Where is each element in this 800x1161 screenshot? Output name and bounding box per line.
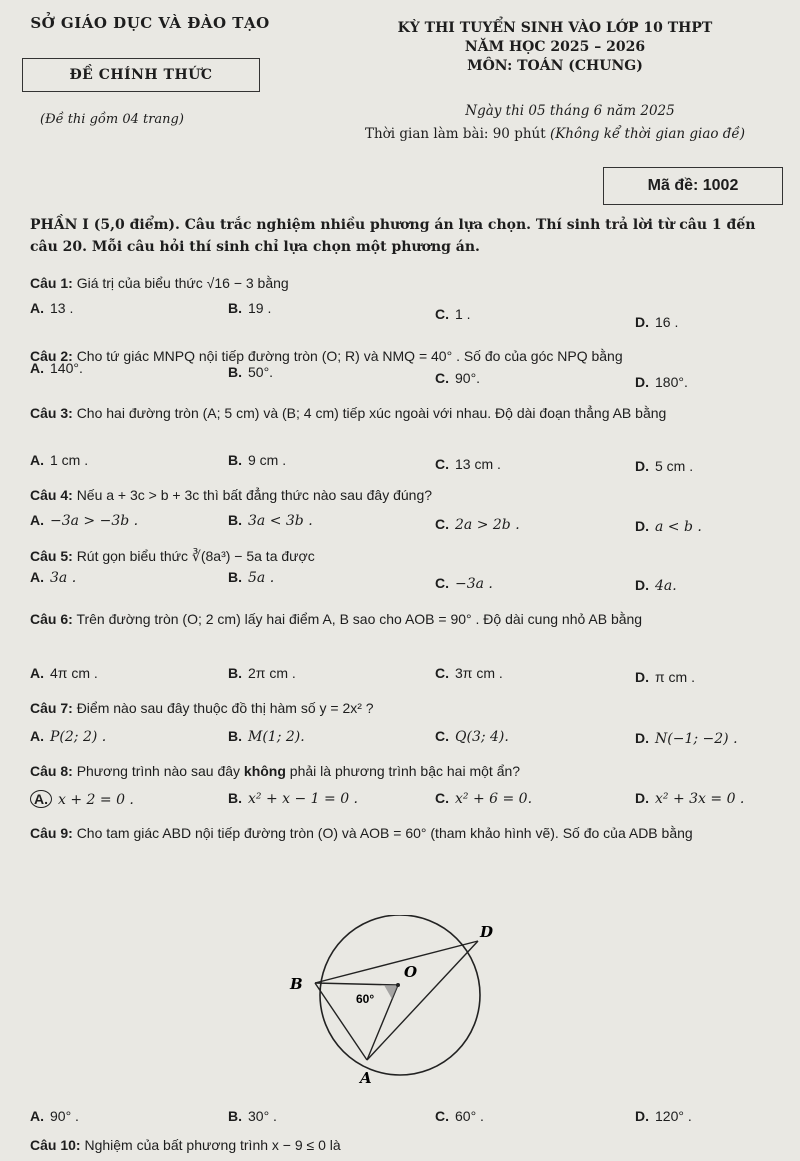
question-text: Trên đường tròn (O; 2 cm) lấy hai điểm A, B sao cho AOB = 90° . Độ dài cung nhỏ AB bằng [76, 611, 643, 627]
question-text: Điểm nào sau đây thuộc đồ thị hàm số y = 2x² ? [76, 700, 374, 716]
segment-bo [315, 983, 398, 985]
option-b[interactable]: B. 19 . [228, 300, 272, 316]
school-year: NĂM HỌC 2025 – 2026 [464, 39, 646, 55]
option-c[interactable]: C. x² + 6 = 0. [435, 790, 533, 807]
option-a[interactable]: A. 140°. [30, 360, 83, 376]
question-text: Rút gọn biểu thức ∛(8a³) − 5a ta được [76, 548, 315, 564]
time-line [330, 126, 780, 142]
option-b[interactable]: B. 50°. [228, 364, 274, 380]
question-text: Cho tứ giác MNPQ nội tiếp đường tròn (O; R) và NMQ = 40° . Số đo của góc NPQ bằng [76, 348, 623, 364]
question-label: Câu 2: [30, 348, 73, 364]
options-9 [30, 1108, 780, 1130]
question-5 [30, 545, 780, 567]
option-a[interactable]: A. x + 2 = 0 . [30, 790, 134, 808]
option-c[interactable]: C. 60° . [435, 1108, 484, 1124]
question-text: Nghiệm của bất phương trình x − 9 ≤ 0 là [84, 1137, 341, 1153]
question-6 [30, 608, 780, 630]
options-7 [30, 728, 780, 750]
section-title: PHẦN I (5,0 điểm). Câu trắc nghiệm nhiều phương án lựa chọn. Thí sinh trả lời từ câu 1 đến câu 20. Mỗi câu hỏi thí sinh chỉ lựa chọn một phương án. [30, 217, 756, 255]
question-label: Câu 1: [30, 275, 73, 291]
circle-figure [280, 915, 520, 1095]
segment-ad [367, 941, 478, 1060]
question-label: Câu 3: [30, 405, 73, 421]
point-o [396, 983, 400, 987]
option-b[interactable]: B. 30° . [228, 1108, 277, 1124]
option-d[interactable]: D. N(−1; −2) . [635, 730, 738, 747]
question-text: Nếu a + 3c > b + 3c thì bất đẳng thức nào sau đây đúng? [76, 487, 433, 503]
option-d[interactable]: D. 16 . [635, 314, 679, 330]
option-a[interactable]: A. 3a . [30, 569, 77, 586]
label-o: O [404, 963, 418, 981]
option-d[interactable]: D. 180°. [635, 374, 688, 390]
option-b[interactable]: B. M(1; 2). [228, 728, 305, 745]
question-label: Câu 8: [30, 763, 73, 779]
option-a[interactable]: A. 90° . [30, 1108, 79, 1124]
selected-answer-circle: A. [30, 790, 52, 808]
time-prefix: Thời gian làm bài: 90 phút [364, 126, 550, 142]
option-d[interactable]: D. 120° . [635, 1108, 692, 1124]
time-note: (Không kể thời gian giao đề) [549, 126, 746, 142]
subject: MÔN: TOÁN (CHUNG) [467, 58, 643, 74]
question-8 [30, 760, 780, 782]
question-text: Cho tam giác ABD nội tiếp đường tròn (O) và AOB = 60° (tham khảo hình vẽ). Số đo của ADB bằng [76, 825, 693, 841]
options-2 [30, 360, 780, 390]
label-d: D [480, 923, 494, 941]
option-d[interactable]: D. x² + 3x = 0 . [635, 790, 745, 807]
exam-code: Mã đề: 1002 [603, 167, 783, 205]
option-c[interactable]: C. 1 . [435, 306, 471, 322]
question-label: Câu 4: [30, 487, 73, 503]
option-c[interactable]: C. 2a > 2b . [435, 516, 520, 533]
option-c[interactable]: C. Q(3; 4). [435, 728, 509, 745]
options-8 [30, 790, 780, 812]
exam-date: Ngày thi 05 tháng 6 năm 2025 [465, 103, 675, 119]
question-label: Câu 9: [30, 825, 73, 841]
option-d[interactable]: D. 5 cm . [635, 458, 694, 474]
circle-o [320, 915, 480, 1075]
option-b[interactable]: B. 2π cm . [228, 665, 296, 681]
option-c[interactable]: C. 13 cm . [435, 456, 501, 472]
exam-title: KỲ THI TUYỂN SINH VÀO LỚP 10 THPT [397, 20, 713, 36]
option-a[interactable]: A. −3a > −3b . [30, 512, 139, 529]
option-a[interactable]: A. 4π cm . [30, 665, 98, 681]
option-a[interactable]: A. 13 . [30, 300, 74, 316]
question-text: Giá trị của biểu thức √16 − 3 bằng [76, 275, 289, 291]
option-b[interactable]: B. 3a < 3b . [228, 512, 313, 529]
department-name: SỞ GIÁO DỤC VÀ ĐÀO TẠO [30, 14, 270, 32]
question-label: Câu 5: [30, 548, 73, 564]
question-label: Câu 6: [30, 611, 73, 627]
question-text-pre: Phương trình nào sau đây [76, 763, 244, 779]
option-c[interactable]: C. 90°. [435, 370, 481, 386]
label-angle: 60° [356, 992, 375, 1006]
geometry-diagram [280, 915, 520, 1095]
label-a: A [360, 1069, 372, 1087]
option-b[interactable]: B. 9 cm . [228, 452, 287, 468]
question-label: Câu 7: [30, 700, 73, 716]
question-9 [30, 822, 780, 844]
option-a[interactable]: A. 1 cm . [30, 452, 89, 468]
question-4 [30, 484, 780, 506]
options-6 [30, 665, 780, 687]
segment-bd [315, 941, 478, 983]
header-right [330, 20, 780, 77]
option-c[interactable]: C. −3a . [435, 575, 493, 592]
question-text-bold: không [243, 763, 286, 779]
official-stamp: ĐỀ CHÍNH THỨC [22, 58, 260, 92]
question-3 [30, 402, 780, 424]
option-d[interactable]: D. π cm . [635, 669, 695, 685]
option-d[interactable]: D. 4a. [635, 577, 677, 594]
question-10 [30, 1134, 780, 1156]
option-c[interactable]: C. 3π cm . [435, 665, 503, 681]
option-d[interactable]: D. a < b . [635, 518, 702, 535]
options-1 [30, 300, 780, 330]
question-text: Cho hai đường tròn (A; 5 cm) và (B; 4 cm) tiếp xúc ngoài với nhau. Độ dài đoạn thẳng AB bằng [76, 405, 667, 421]
question-1 [30, 272, 780, 294]
option-b[interactable]: B. 5a . [228, 569, 275, 586]
options-5 [30, 569, 780, 594]
pages-note: (Đề thi gồm 04 trang) [40, 112, 184, 127]
question-text-post: phải là phương trình bậc hai một ẩn? [285, 763, 521, 779]
option-a[interactable]: A. P(2; 2) . [30, 728, 107, 745]
options-3 [30, 452, 780, 474]
header-left [0, 14, 300, 32]
label-b: B [290, 975, 303, 993]
option-b[interactable]: B. x² + x − 1 = 0 . [228, 790, 359, 807]
question-label: Câu 10: [30, 1137, 81, 1153]
question-7 [30, 697, 780, 719]
options-4 [30, 512, 780, 534]
angle-mark [384, 985, 398, 999]
